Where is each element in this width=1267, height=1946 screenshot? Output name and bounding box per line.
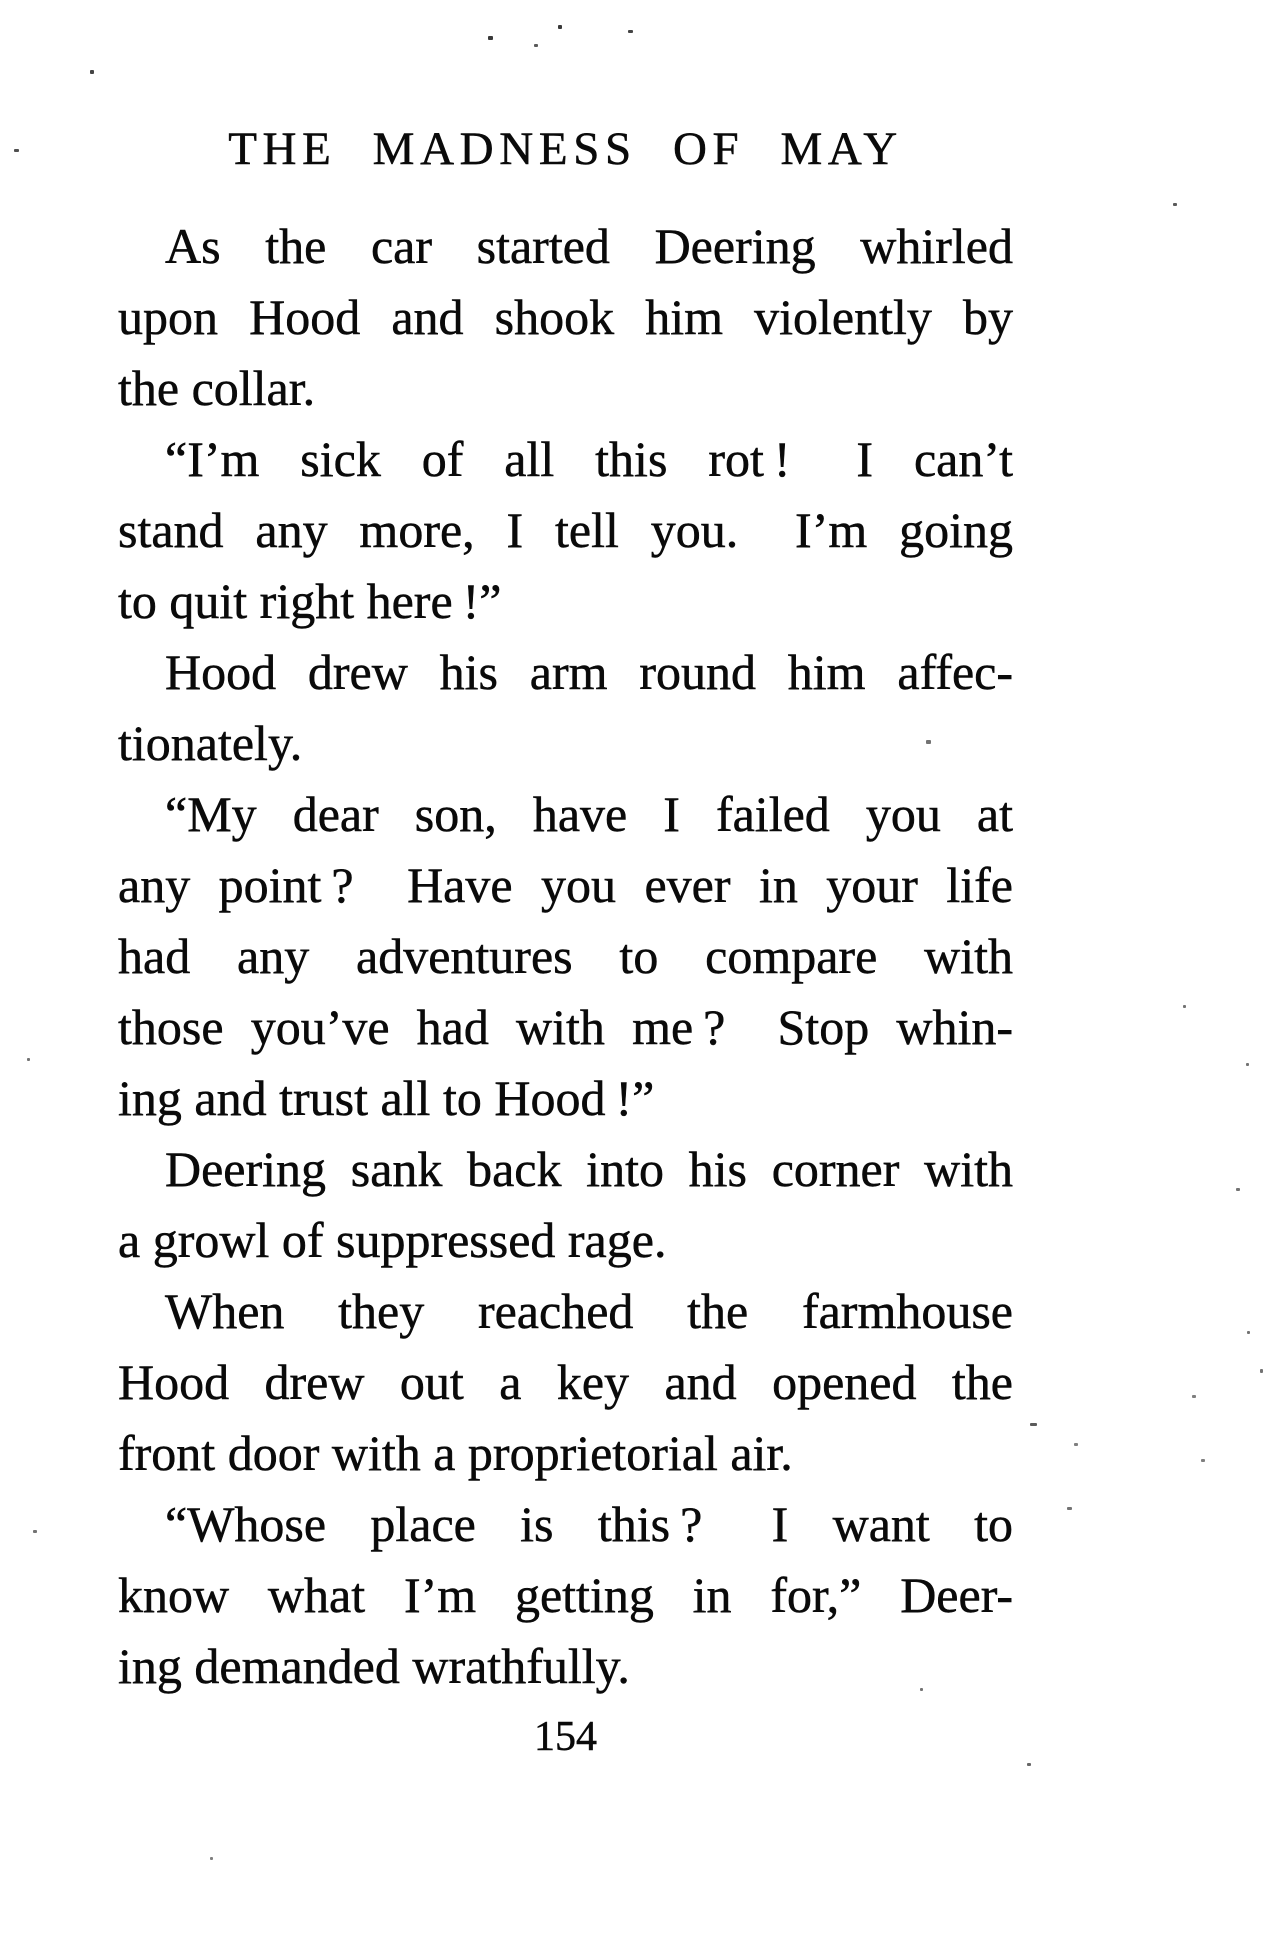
text-line: “Whose place is this ? I want to <box>165 1496 1013 1552</box>
scan-speck <box>1192 1395 1196 1398</box>
scan-speck <box>1067 1507 1072 1510</box>
text-line: Deering sank back into his corner with <box>165 1141 1013 1197</box>
text-line: those you’ve had with me ? Stop whin- <box>118 999 1013 1055</box>
scan-speck <box>488 36 493 40</box>
text-line: upon Hood and shook him violently by <box>118 289 1013 345</box>
text-line: any point ? Have you ever in your life <box>118 857 1013 913</box>
scan-speck <box>1201 1459 1205 1462</box>
scan-speck <box>920 1688 923 1691</box>
scan-speck <box>210 1857 213 1860</box>
text-line: As the car started Deering whirled <box>165 218 1013 274</box>
scan-speck <box>1027 1763 1031 1766</box>
text-line: the collar. <box>118 360 316 416</box>
text-line: to quit right here !” <box>118 573 502 629</box>
scan-speck <box>1183 1005 1186 1008</box>
scan-speck <box>1030 1423 1037 1426</box>
text-line: front door with a proprietorial air. <box>118 1425 793 1481</box>
scan-speck <box>33 1530 37 1533</box>
scan-speck <box>558 25 562 29</box>
scan-speck <box>1074 1443 1078 1446</box>
body-text <box>118 211 1013 1702</box>
text-line: “I’m sick of all this rot ! I can’t <box>165 431 1013 487</box>
scan-speck <box>90 70 94 74</box>
scan-speck <box>27 1058 30 1061</box>
scan-speck <box>1246 1063 1249 1066</box>
page-number: 154 <box>534 1714 597 1760</box>
scan-speck <box>1173 203 1177 206</box>
text-line: a growl of suppressed rage. <box>118 1212 667 1268</box>
scan-speck <box>1260 1369 1263 1373</box>
text-line: When they reached the farmhouse <box>165 1283 1013 1339</box>
text-line: tionately. <box>118 715 303 771</box>
text-line: “My dear son, have I failed you at <box>165 786 1013 842</box>
text-line: Hood drew his arm round him affec- <box>165 644 1013 700</box>
text-line: ing and trust all to Hood !” <box>118 1070 655 1126</box>
scan-speck <box>926 740 931 744</box>
text-line: had any adventures to compare with <box>118 928 1013 984</box>
text-line: know what I’m getting in for,” Deer- <box>118 1567 1013 1623</box>
scan-speck <box>534 44 538 47</box>
scan-speck <box>1236 1188 1240 1191</box>
text-line: Hood drew out a key and opened the <box>118 1354 1013 1410</box>
running-head-title: THE MADNESS OF MAY <box>228 123 903 175</box>
text-line: stand any more, I tell you. I’m going <box>118 502 1013 558</box>
scan-speck <box>628 30 633 33</box>
scan-speck <box>14 149 19 152</box>
scan-speck <box>1247 1331 1250 1334</box>
text-line: ing demanded wrathfully. <box>118 1638 630 1694</box>
